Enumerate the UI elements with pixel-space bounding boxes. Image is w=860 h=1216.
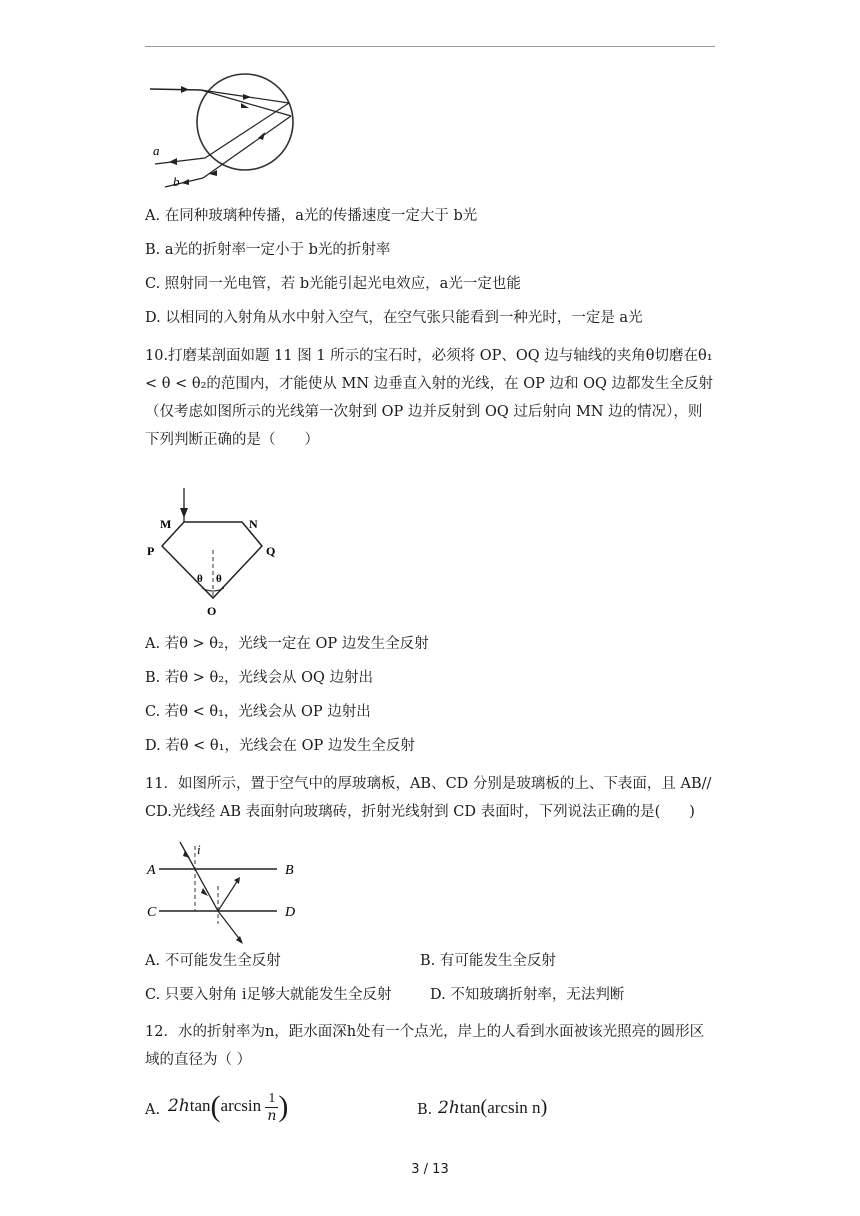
q9-option-b: B. a光的折射率一定小于 b光的折射率 [145,242,391,258]
label-A: A [147,863,156,878]
label-B: B [285,863,294,878]
label-N: N [249,517,258,531]
q12-option-a-prefix: A. [145,1102,161,1118]
q11-stem: 11．如图所示，置于空气中的厚玻璃板，AB、CD 分别是玻璃板的上、下表面，且 AB// CD.光线经 AB 表面射向玻璃砖，折射光线射到 CD 表面时，下列说法正确的是( ) [145,776,712,820]
fraction [265,1091,278,1124]
q10-option-b: B. 若θ > θ₂，光线会从 OQ 边射出 [145,670,374,686]
arcsin-func: arcsin [220,1095,262,1115]
ray-a-label: a [153,143,160,158]
q12-option-b-formula: 2htan(arcsin n) [438,1096,548,1118]
coeff: 2h [438,1098,460,1118]
q12-stem: 12．水的折射率为n，距水面深h处有一个点光，岸上的人看到水面被该光照亮的圆形区域的直径为（ ） [145,1024,705,1068]
tan-func: tan [459,1098,481,1117]
arcsin-arg: arcsin n [487,1098,541,1117]
q12-option-b-prefix: B. [417,1102,433,1118]
label-Q: Q [266,544,276,558]
q10-gem-figure [145,484,285,620]
q9-circle-figure [145,70,305,198]
tan-func: tan [189,1095,211,1115]
label-C: C [147,905,157,920]
fraction-denominator: n [267,1107,277,1124]
fraction-numerator: 1 [265,1091,278,1108]
q10-option-c: C. 若θ < θ₁，光线会从 OP 边射出 [145,704,371,720]
coeff: 2h [168,1095,190,1116]
q11-option-d: D. 不知玻璃折射率，无法判断 [430,987,625,1003]
header-rule [145,46,715,47]
q10-stem: 10.打磨某剖面如题 11 图 1 所示的宝石时，必须将 OP、OQ 边与轴线的夹角θ切磨在θ₁ < θ < θ₂的范围内，才能使从 MN 边垂直入射的光线，在 OP 边和 OQ 边都发生全反射（仅考虑如图所示的光线第一次射到 OP 边并反射到 OQ 过后射向 MN 边的情况），则下列判断正确的是（ ） [145,348,714,448]
q10-option-a: A. 若θ > θ₂，光线一定在 OP 边发生全反射 [145,636,429,652]
label-P: P [147,544,155,558]
ray-b-label: b [173,174,180,189]
glass-circle [197,74,293,170]
q11-option-c: C. 只要入射角 i足够大就能发生全反射 [145,987,392,1003]
page-number: 3 / 13 [411,1162,449,1177]
label-D: D [285,905,296,920]
label-O: O [207,604,217,618]
q11-slab-figure [145,836,315,948]
q9-option-a: A. 在同种玻璃种传播，a光的传播速度一定大于 b光 [145,208,478,224]
q9-option-d: D. 以相同的入射角从水中射入空气，在空气张只能看到一种光时，一定是 a光 [145,310,643,326]
label-i: i [197,842,201,857]
q11-option-a: A. 不可能发生全反射 [145,953,281,969]
q11-option-b: B. 有可能发生全反射 [420,953,556,969]
label-M: M [160,517,172,531]
q10-option-d: D. 若θ < θ₁，光线会在 OP 边发生全反射 [145,738,415,754]
label-theta-right: θ [216,573,222,585]
label-theta-left: θ [197,573,203,585]
q12-option-a-formula: 2htan(arcsin $\frac{1}{n}$ ) [168,1090,289,1124]
q9-option-c: C. 照射同一光电管，若 b光能引起光电效应，a光一定也能 [145,276,521,292]
